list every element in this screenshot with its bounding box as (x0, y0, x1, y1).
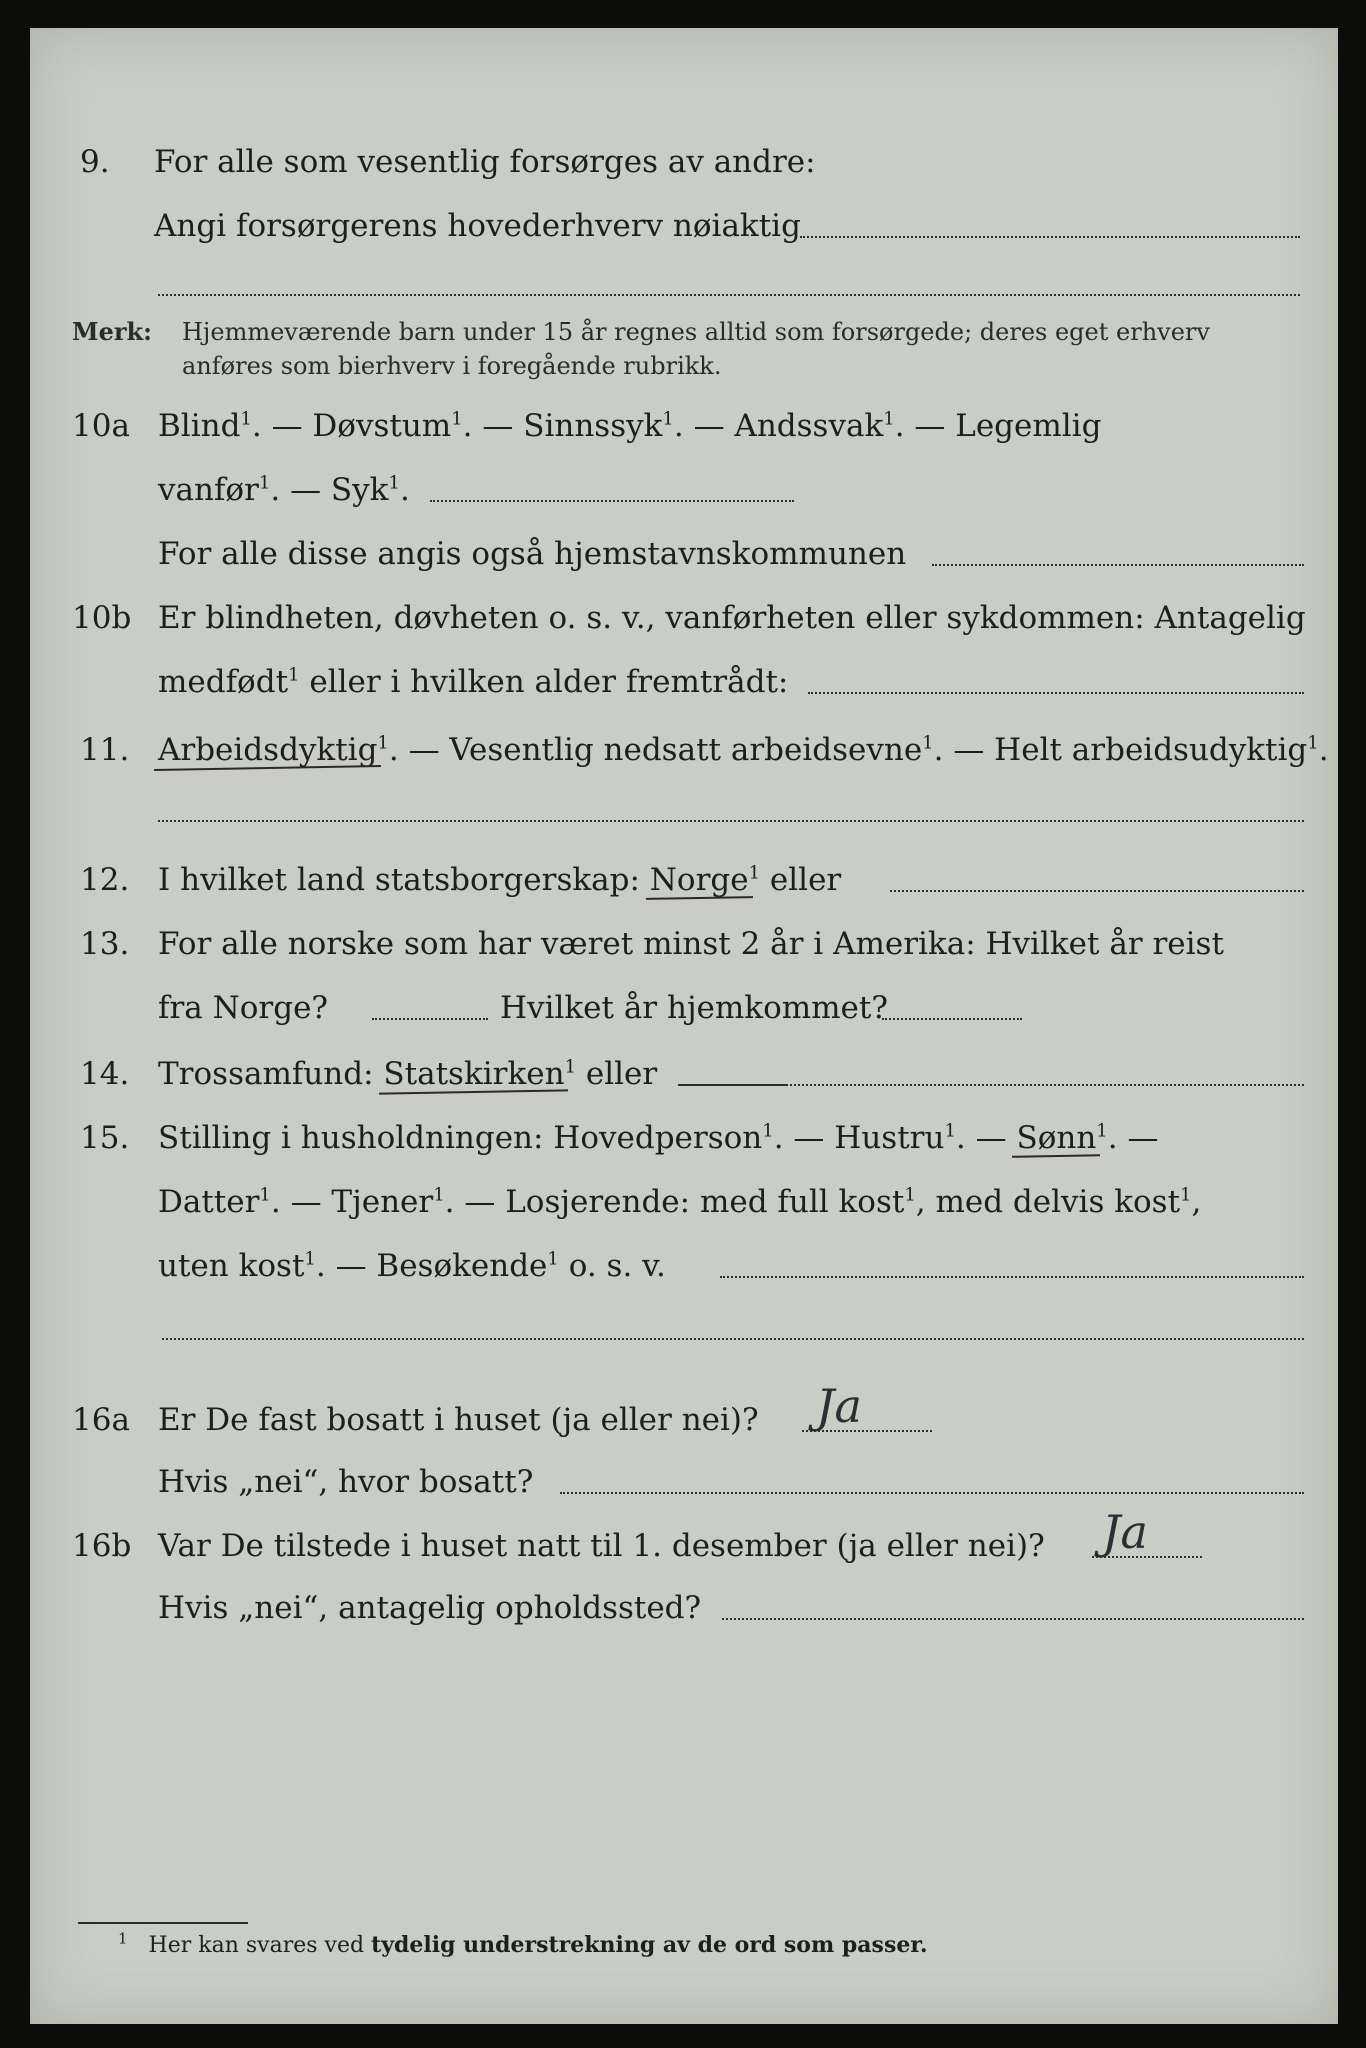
q11-text: Arbeidsdyktig$^1$. — Vesentlig nedsatt arbeidsevne$^1$. — Helt arbeidsudyktig$^1$. (158, 728, 1329, 772)
option-hovedperson[interactable]: Stilling i husholdningen: Hovedperson (158, 1120, 763, 1156)
footnote-ref: 1 (662, 408, 674, 430)
q10a-text-1 (158, 404, 1101, 448)
q9-occupation-field[interactable] (800, 236, 1300, 238)
footnote-ref: 1 (762, 1120, 774, 1142)
q12-other-field[interactable] (890, 890, 1304, 892)
q13-line1 (30, 922, 1338, 966)
footnote-mark: 1 (118, 1929, 128, 1948)
q10b-number: 10b (72, 600, 132, 636)
q10a-text-3: For alle disse angis også hjemstavnskommunen (158, 536, 907, 572)
q13-hjemkommet-label: Hvilket år hjemkommet? (500, 990, 888, 1026)
q9-number: 9. (80, 144, 110, 180)
q9-line2 (30, 204, 1338, 248)
option-medfodt[interactable]: medfødt (158, 664, 289, 700)
q13-line2 (30, 986, 1338, 1030)
merk-text-1: Hjemmeværende barn under 15 år regnes alltid som forsørgede; deres eget erhverv (182, 318, 1210, 346)
footnote-ref: 1 (258, 472, 271, 494)
q16a-line1 (30, 1379, 1338, 1442)
q9-line1 (30, 140, 1338, 184)
q13-reist-field[interactable] (372, 1018, 488, 1020)
q15-number: 15. (80, 1120, 130, 1156)
q16a-bosatt-field[interactable] (560, 1492, 1304, 1494)
q10b-text-2: medfødt$^1$ eller i hvilken alder fremtrådt: (158, 664, 789, 700)
q9-text: For alle som vesentlig forsørges av andre: (154, 144, 816, 180)
q10b-alder-field[interactable] (808, 692, 1304, 694)
footnote-ref: 1 (288, 664, 300, 686)
option-nedsatt-arbeidsevne[interactable]: . — Vesentlig nedsatt arbeidsevne (388, 732, 923, 768)
q16a-handwritten-answer: Ja (816, 1379, 862, 1433)
option-hustru[interactable]: . — Hustru (773, 1120, 945, 1156)
q16b-opholdssted-field[interactable] (722, 1618, 1304, 1620)
option-vanfor[interactable]: vanfør (158, 472, 259, 508)
q10b-text-1: Er blindheten, døvheten o. s. v., vanførheten eller sykdommen: Antagelig (158, 600, 1306, 636)
q10a-number: 10a (72, 408, 130, 444)
footnote-ref: 1 (564, 1056, 577, 1078)
q14-number: 14. (80, 1056, 130, 1092)
q13-hjemkommet-field[interactable] (882, 1018, 1022, 1020)
q15-extra-field[interactable] (162, 1338, 1304, 1340)
q16a-text-1: Er De fast bosatt i huset (ja eller nei)? (158, 1402, 759, 1438)
option-uten-kost[interactable]: uten kost (158, 1248, 305, 1284)
q14-text: Trossamfund: Statskirken$^1$ eller (158, 1052, 657, 1096)
option-arbeidsdyktig-underlined[interactable]: Arbeidsdyktig (158, 728, 377, 772)
footnote-text-bold: tydelig understrekning av de ord som passer. (371, 1932, 928, 1958)
q15-text-3: uten kost$^1$. — Besøkende$^1$ o. s. v. (158, 1248, 666, 1284)
option-arbeidsudyktig[interactable]: . — Helt arbeidsudyktig (933, 732, 1308, 768)
q15-line2 (30, 1180, 1338, 1224)
q12-line1 (30, 858, 1338, 902)
q13-text-1: For alle norske som har været minst 2 år i Amerika: Hvilket år reist (158, 926, 1224, 962)
option-blind[interactable]: Blind (158, 408, 241, 444)
footnote-ref: 1 (1096, 1120, 1108, 1142)
census-form-page (30, 28, 1338, 2024)
q16b-line1 (30, 1505, 1338, 1568)
q10a-syk-field[interactable] (430, 500, 794, 502)
footnote-text-plain: Her kan svares ved (148, 1933, 372, 1958)
q16b-line2 (30, 1586, 1338, 1630)
q16a-number: 16a (72, 1402, 130, 1438)
option-sonn-underlined[interactable]: Sønn (1016, 1116, 1096, 1160)
option-andssvak[interactable]: . — Andssvak (673, 408, 884, 444)
q13-number: 13. (80, 926, 130, 962)
footnote-ref: 1 (377, 732, 389, 754)
option-sinnssyk[interactable]: . — Sinnssyk (462, 408, 663, 444)
footnote-ref: 1 (748, 862, 761, 884)
q15-line1 (30, 1116, 1338, 1160)
q15-other-field[interactable] (720, 1276, 1304, 1278)
q10a-line2 (30, 468, 1338, 512)
footnote-ref: 1 (433, 1184, 445, 1206)
q15-text-1: Stilling i husholdningen: Hovedperson$^1$. — Hustru$^1$. — Sønn$^1$. — (158, 1116, 1158, 1160)
footnote-ref: 1 (388, 472, 400, 494)
q16b-number: 16b (72, 1528, 132, 1564)
option-norge-underlined[interactable]: Norge (650, 858, 749, 902)
footnote-ref: 1 (883, 408, 895, 430)
q16a-line2 (30, 1460, 1338, 1504)
footnote-ref: 1 (922, 732, 934, 754)
option-besokende[interactable]: . — Besøkende (315, 1248, 548, 1284)
merk-text-2: anføres som bierhverv i foregående rubrikk. (182, 352, 722, 380)
q16b-text-1: Var De tilstede i huset natt til 1. desember (ja eller nei)? (158, 1528, 1045, 1564)
footnote-divider (78, 1922, 248, 1924)
q10a-hjemstavn-field[interactable] (932, 564, 1304, 566)
merk-label: Merk: (72, 317, 152, 346)
q14-blank-line (678, 1084, 786, 1086)
q9-occupation-label: Angi forsørgerens hovederhverv nøiaktig (154, 208, 801, 244)
option-statskirken-underlined[interactable]: Statskirken (383, 1052, 564, 1096)
option-tjener[interactable]: . — Tjener (270, 1184, 434, 1220)
q14-line1 (30, 1052, 1338, 1096)
q10a-line1 (30, 404, 1338, 448)
footnote-ref: 1 (547, 1248, 559, 1270)
q13-reist-label: fra Norge? (158, 990, 329, 1026)
q15-line3 (30, 1244, 1338, 1288)
option-full-kost[interactable]: . — Losjerende: med full kost (444, 1184, 905, 1220)
q10a-text-2: vanfør$^1$. — Syk$^1$. (158, 472, 410, 508)
footnote-ref: 1 (904, 1184, 916, 1206)
q9-extra-field[interactable] (158, 294, 1300, 296)
footnote (118, 1929, 928, 1958)
q11-extra-field[interactable] (158, 820, 1304, 822)
footnote-ref: 1 (240, 408, 252, 430)
footnote-ref: 1 (944, 1120, 956, 1142)
q10b-line1 (30, 596, 1338, 640)
q15-text-2: Datter$^1$. — Tjener$^1$. — Losjerende: med full kost$^1$, med delvis kost$^1$, (158, 1184, 1202, 1220)
option-syk[interactable]: . — Syk (270, 472, 389, 508)
q16a-text-2: Hvis „nei“, hvor bosatt? (158, 1464, 534, 1500)
merk-line2 (30, 344, 1338, 388)
option-legemlig[interactable]: . — Legemlig (894, 408, 1102, 444)
footnote-ref: 1 (259, 1184, 271, 1206)
footnote-ref: 1 (1180, 1184, 1192, 1206)
q12-number: 12. (80, 862, 130, 898)
q16b-text-2: Hvis „nei“, antagelig opholdssted? (158, 1590, 702, 1626)
option-delvis-kost[interactable]: , med delvis kost (915, 1184, 1181, 1220)
footnote-ref: 1 (304, 1248, 316, 1270)
q10b-line2 (30, 660, 1338, 704)
option-datter[interactable]: Datter (158, 1184, 260, 1220)
option-dovstum[interactable]: . — Døvstum (251, 408, 452, 444)
footnote-ref: 1 (1307, 732, 1319, 754)
footnote-ref: 1 (451, 408, 463, 430)
q11-line1 (30, 728, 1338, 772)
q12-text: I hvilket land statsborgerskap: Norge$^1$ eller (158, 858, 841, 902)
q14-other-field[interactable] (786, 1084, 1304, 1086)
q10a-line3 (30, 532, 1338, 576)
q11-number: 11. (80, 732, 130, 768)
q16b-handwritten-answer: Ja (1102, 1505, 1148, 1559)
